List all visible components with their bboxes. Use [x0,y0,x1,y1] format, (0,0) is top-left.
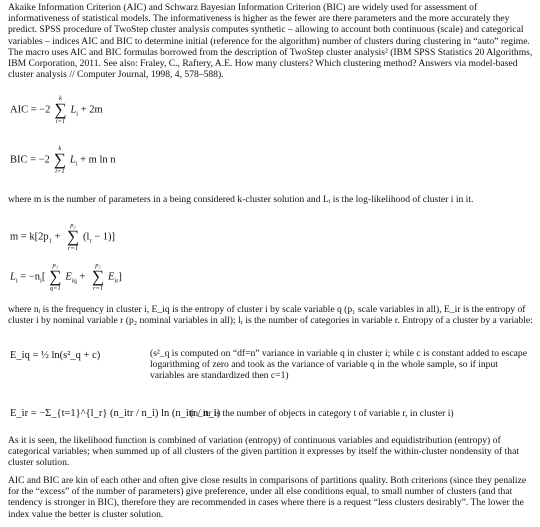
l-term2-sub: ir [114,277,119,285]
aic-sum-bottom: i=1 [55,118,66,125]
l-lhs-sub: i [15,277,18,285]
aic-term: L [70,104,77,116]
eiq-note: (s²_q is computed on “df=n” variance in variable q in cluster i; while c is constant added to escape logarithming of zero and took as the variance of variable q in the whole sample, so if input variables are standardized then c=1) [150,348,527,382]
m-lhs: m = k[2p [10,231,49,243]
aic-sum-top: k [58,95,62,102]
likelihood-formula [10,262,122,292]
bic-term-sub: i [75,160,78,168]
l-term1-sub: iq [71,277,77,285]
where-entropy-paragraph: where nᵢ is the frequency in cluster i, E_iq is the entropy of cluster i by scale variable q (p₁ scale variables in all), E_ir is the entropy of cluster i by nominal variable r (p₂ nominal variables in all); lᵣ is the number of categories in variable r. Entropy of a cluster by a variable: [8,304,533,327]
l-term2: E [107,271,115,283]
eiq-formula: E_iq = ½ ln(s²_q + c) [10,350,101,361]
eir-formula: E_ir = −Σ_{t=1}^{l_r} (n_itr / n_i) ln (n_itr / n_i) [10,408,221,419]
m-tail: − 1)] [91,231,116,243]
aic-tail: + 2m [78,104,103,116]
l-close-bracket: ] [118,271,122,283]
l-plus: + [76,271,88,283]
l-lhs: L [10,271,16,283]
aic-lhs: AIC = −2 [10,104,51,116]
m-lhs-sub: 1 [48,237,52,245]
m-term-sub: r [89,237,92,245]
aic-term-sub: i [76,110,79,118]
l-sum1-bottom: q=1 [49,285,61,292]
eir-note: (n_itr is the number of objects in category t of variable r, in cluster i) [190,408,454,419]
m-sum-bottom: r=1 [67,245,79,252]
intro-paragraph: Akaike Information Criterion (AIC) and Schwarz Bayesian Information Criterion (BIC) are widely used for assessment of informativeness of statistical models. The informativeness is higher as the fewer are there parameters and the more accurately they predict. SPSS procedure of TwoStep cluster analysis computes synthetic – allowing to account both continuous (scale) and categorical variables – indices AIC and BIC to determine initial (reference for the algorithm) number of clusters during clustering in “auto” regime. The macro uses AIC and BIC formulas borrowed from the description of TwoStep cluster analysis² (IBM SPSS Statistics 20 Algorithms, IBM Corporation, 2011. See also: Fraley, C., Raftery, A.E. How many clusters? Which clustering method? Answers via model-based cluster analysis // Computer Journal, 1998, 4, 578–588). [8,2,533,81]
m-sum: p₂ ∑ r=1 [66,222,80,252]
l-sum1-top: p₁ [52,262,59,269]
bic-sum-top: k [58,145,62,152]
l-sum-1: p₁ ∑ q=1 [49,262,62,292]
m-formula [10,222,115,252]
l-open-bracket: [ [41,271,46,283]
where-m-paragraph: where m is the number of parameters in a being considered k-cluster solution and Lᵢ is the log-likelihood of cluster i in it. [8,194,474,205]
l-term1: E [65,271,72,283]
likelihood-explanation-paragraph: As it is seen, the likelihood function is combined of variation (entropy) of continuous variables and equidistribution (entropy) of categorical variables; when summed up of all clusters of the given partition it expresses by itself the within-cluster nondensity of that cluster solution. [8,435,519,469]
l-sum2-top: p₂ [95,262,101,269]
m-sum-top: p₂ [70,222,76,229]
l-mid-sub: i [40,277,42,285]
bic-tail: + m ln n [77,154,116,166]
bic-sum: k ∑ i=1 [53,145,66,175]
bic-sum-bottom: i=1 [55,168,65,175]
bic-formula [10,145,116,175]
aic-formula [10,95,103,125]
bic-lhs: BIC = −2 [10,154,50,166]
l-sum-2: p₂ ∑ r=1 [91,262,105,292]
aic-sum: k ∑ i=1 [54,95,67,125]
bic-term: L [69,154,76,166]
l-mid: = −n [17,271,40,283]
aic-bic-comparison-paragraph: AIC and BIC are kin of each other and often give close results in comparisons of partitions quality. Both criterions (since they penalize for the “excess” of the number of parameters) give preference, under all else conditions equal, to small number of clusters (and that tendency is stronger in BIC), therefore they are recommended in cases where there is a request “less clusters desirably”. The lower the index value the better is cluster solution. [8,475,527,520]
m-plus: + [51,231,64,243]
l-sum2-bottom: r=1 [92,285,104,292]
m-term: (l [83,231,90,243]
